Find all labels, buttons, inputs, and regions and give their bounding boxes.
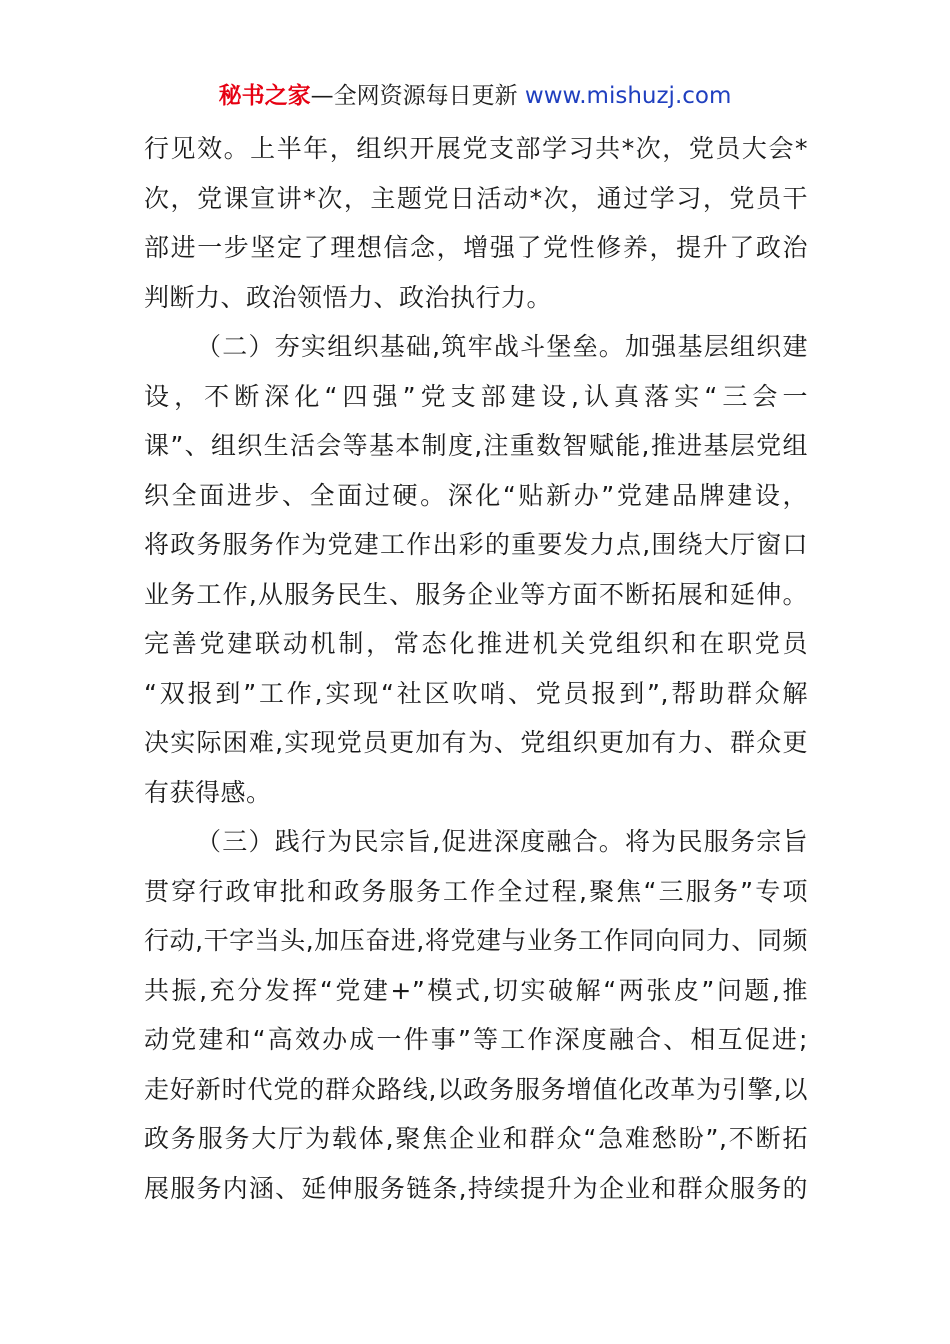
brand-name: 秘书之家 xyxy=(218,83,311,109)
text-line: 业务工作,从服务民生、服务企业等方面不断拓展和延伸。 xyxy=(144,579,808,609)
text-line: 判断力、政治领悟力、政治执行力。 xyxy=(144,282,553,312)
document-body xyxy=(144,124,808,1213)
text-line: 贯穿行政审批和政务服务工作全过程,聚焦“三服务”专项 xyxy=(144,876,808,906)
text-line: “双报到”工作,实现“社区吹哨、党员报到”,帮助群众解 xyxy=(144,678,808,708)
text-line: 课”、组织生活会等基本制度,注重数智赋能,推进基层党组 xyxy=(144,431,808,460)
text-line: 政务服务大厅为载体,聚焦企业和群众“急难愁盼”,不断拓 xyxy=(144,1124,808,1153)
text-line: 完善党建联动机制，常态化推进机关党组织和在职党员 xyxy=(144,629,808,658)
text-line: 设，不断深化“四强”党支部建设,认真落实“三会一 xyxy=(144,381,808,411)
section-heading-line: （三）践行为民宗旨,促进深度融合。将为民服务宗旨 xyxy=(196,827,808,856)
paragraph xyxy=(144,817,808,1213)
text-line: 动党建和“高效办成一件事”等工作深度融合、相互促进; xyxy=(144,1025,808,1054)
site-header xyxy=(0,80,950,112)
text-line: 共振,充分发挥“党建+”模式,切实破解“两张皮”问题,推 xyxy=(144,975,808,1005)
text-line: 走好新时代党的群众路线,以政务服务增值化改革为引擎,以 xyxy=(144,1074,808,1104)
text-line: 行见效。上半年，组织开展党支部学习共*次，党员大会* xyxy=(144,134,808,163)
text-line: 织全面进步、全面过硬。深化“贴新办”党建品牌建设， xyxy=(144,480,808,510)
text-line: 部进一步坚定了理想信念，增强了党性修养，提升了政治 xyxy=(144,233,808,262)
site-url-link[interactable]: www.mishuzj.com xyxy=(524,83,732,109)
paragraph xyxy=(144,124,808,322)
section-heading-line: （二）夯实组织基础,筑牢战斗堡垒。加强基层组织建 xyxy=(196,332,808,361)
header-tagline: —全网资源每日更新 xyxy=(310,83,518,109)
text-line: 决实际困难,实现党员更加有为、党组织更加有力、群众更 xyxy=(144,728,808,757)
text-line: 有获得感。 xyxy=(144,777,272,807)
text-line: 展服务内涵、延伸服务链条,持续提升为企业和群众服务的 xyxy=(144,1173,808,1203)
text-line: 次，党课宣讲*次，主题党日活动*次，通过学习，党员干 xyxy=(144,183,808,213)
text-line: 行动,干字当头,加压奋进,将党建与业务工作同向同力、同频 xyxy=(144,926,808,955)
paragraph xyxy=(144,322,808,817)
text-line: 将政务服务作为党建工作出彩的重要发力点,围绕大厅窗口 xyxy=(144,530,808,559)
